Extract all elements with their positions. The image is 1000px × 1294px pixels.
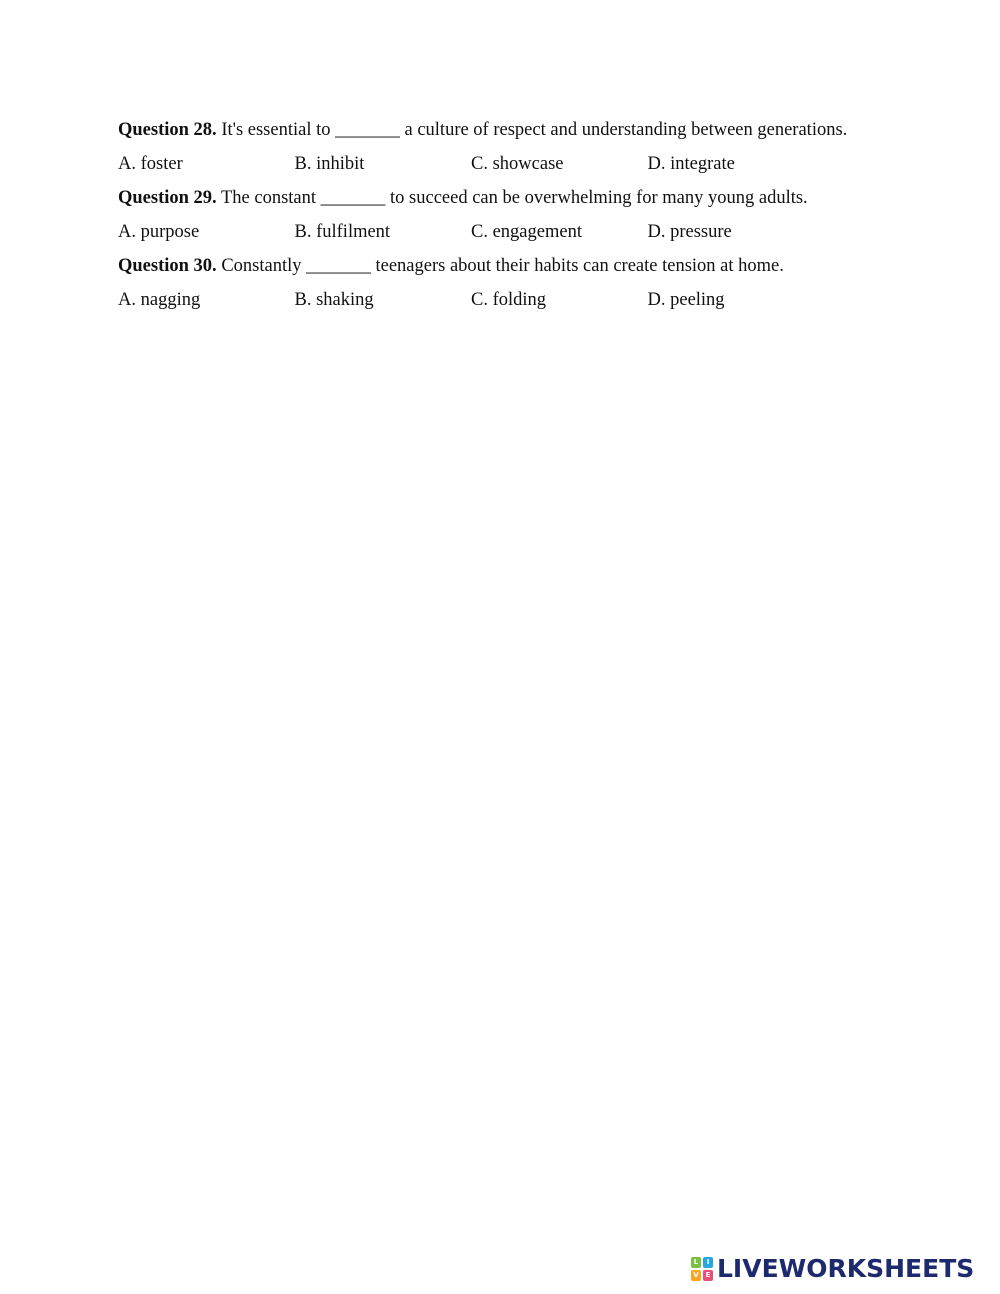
question-29-options xyxy=(118,215,883,249)
logo-mark-l: L xyxy=(691,1257,701,1268)
question-30-option-b[interactable]: B. shaking xyxy=(294,290,374,310)
question-28-option-c[interactable]: C. showcase xyxy=(471,154,564,174)
question-30-option-d[interactable]: D. peeling xyxy=(647,290,725,310)
question-29-text: The constant _______ to succeed can be overwhelming for many young adults. xyxy=(216,188,808,208)
question-30-label: Question 30. xyxy=(118,256,217,276)
question-30 xyxy=(118,249,883,283)
question-29-option-d[interactable]: D. pressure xyxy=(647,222,732,242)
logo-mark-e: E xyxy=(703,1270,713,1281)
logo-mark-v: V xyxy=(691,1270,701,1281)
question-28-option-b[interactable]: B. inhibit xyxy=(294,154,365,174)
question-29-option-b[interactable]: B. fulfilment xyxy=(294,222,391,242)
worksheet-content xyxy=(118,113,883,317)
question-28-option-d[interactable]: D. integrate xyxy=(647,154,735,174)
question-29-label: Question 29. xyxy=(118,188,217,208)
question-29 xyxy=(118,181,883,215)
question-30-options xyxy=(118,283,883,317)
question-29-option-c[interactable]: C. engagement xyxy=(471,222,582,242)
question-28-options xyxy=(118,147,883,181)
liveworksheets-logo-text: LIVEWORKSHEETS xyxy=(717,1254,975,1283)
question-30-text: Constantly _______ teenagers about their habits can create tension at home. xyxy=(216,256,784,276)
question-28 xyxy=(118,113,883,147)
question-28-option-a[interactable]: A. foster xyxy=(118,154,183,174)
question-28-text: It's essential to _______ a culture of respect and understanding between generations. xyxy=(216,120,848,140)
liveworksheets-logo-icon xyxy=(691,1257,713,1281)
question-30-option-c[interactable]: C. folding xyxy=(471,290,547,310)
question-30-option-a[interactable]: A. nagging xyxy=(118,290,201,310)
question-28-label: Question 28. xyxy=(118,120,217,140)
question-29-option-a[interactable]: A. purpose xyxy=(118,222,200,242)
logo-mark-i: I xyxy=(703,1257,713,1268)
liveworksheets-logo xyxy=(691,1254,974,1284)
